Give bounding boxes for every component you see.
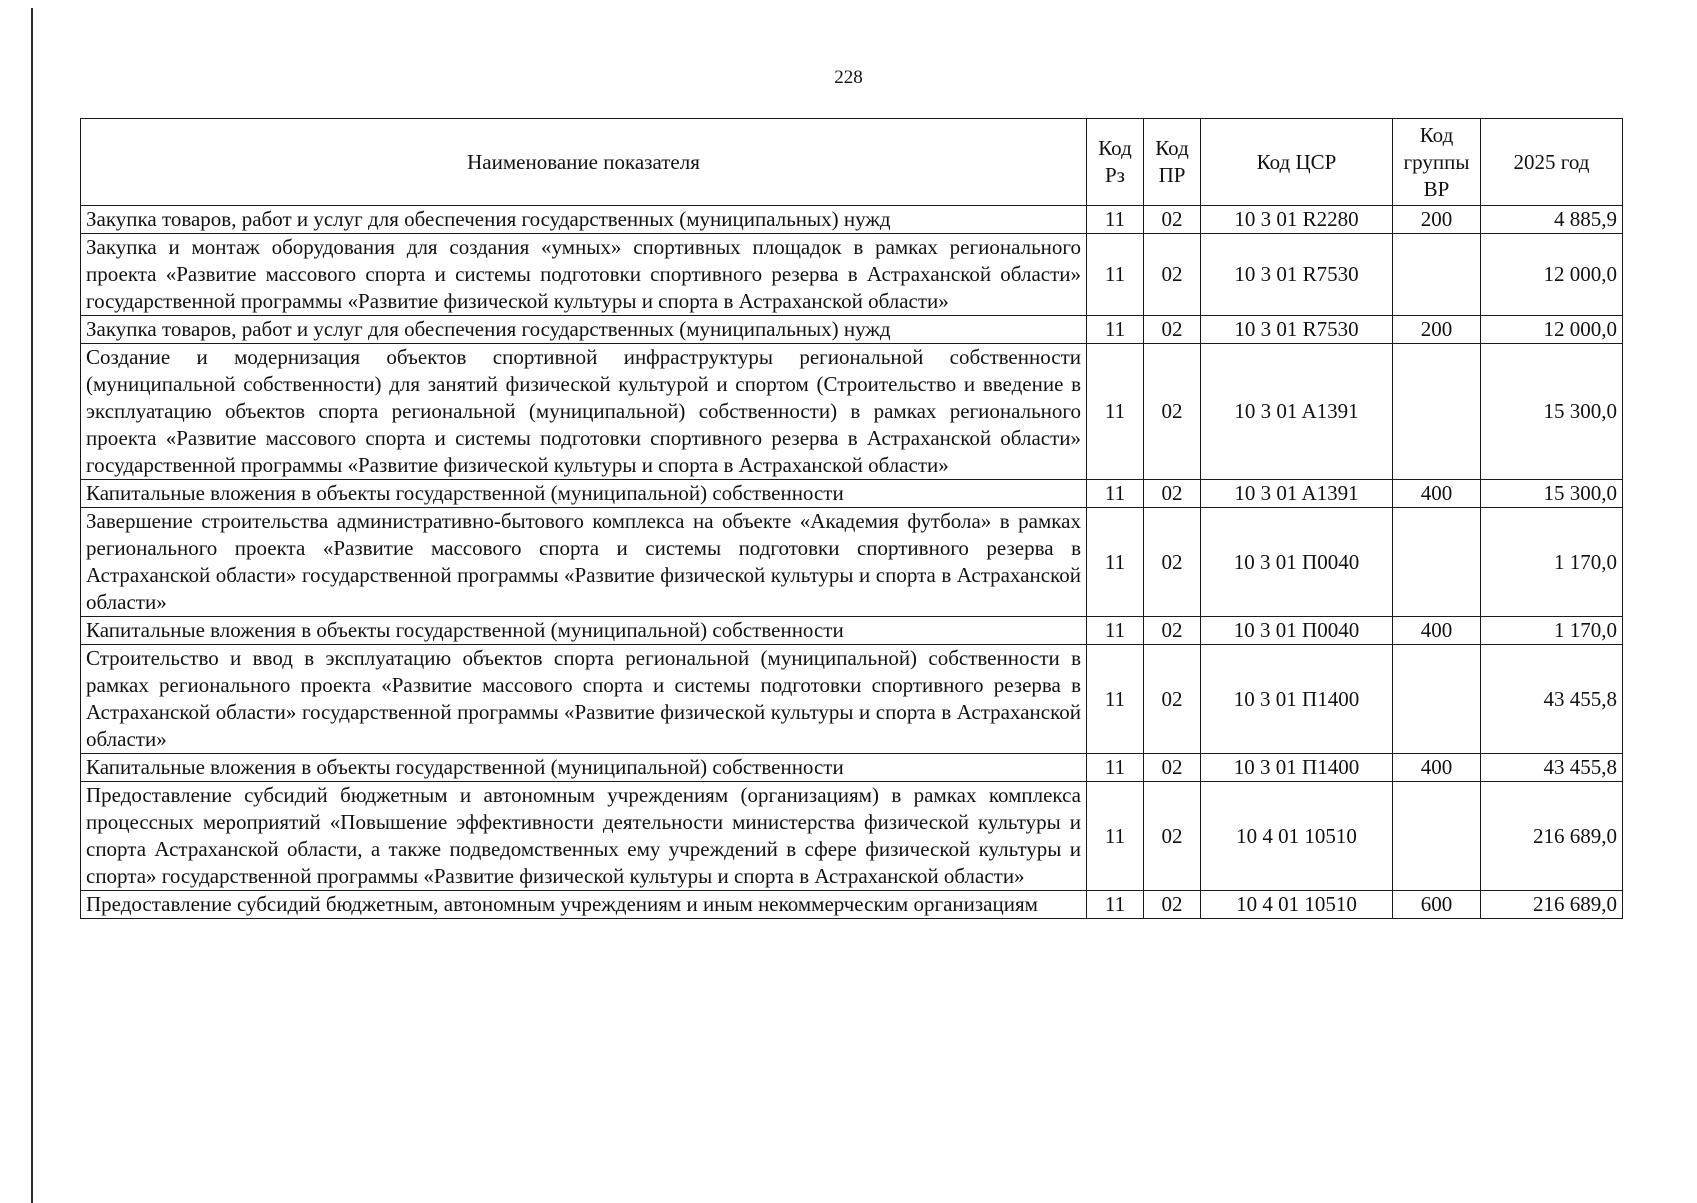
row-csr: 10 3 01 A1391	[1201, 344, 1393, 480]
row-vr	[1393, 782, 1481, 891]
row-rz: 11	[1087, 206, 1144, 234]
row-pr: 02	[1144, 891, 1201, 919]
row-vr: 400	[1393, 754, 1481, 782]
row-csr: 10 4 01 10510	[1201, 891, 1393, 919]
row-name: Закупка товаров, работ и услуг для обеспечения государственных (муниципальных) нужд	[81, 206, 1087, 234]
header-row	[81, 119, 1623, 206]
row-name: Закупка товаров, работ и услуг для обеспечения государственных (муниципальных) нужд	[81, 316, 1087, 344]
row-amount: 12 000,0	[1481, 316, 1623, 344]
row-vr: 200	[1393, 316, 1481, 344]
row-rz: 11	[1087, 754, 1144, 782]
row-name: Капитальные вложения в объекты государственной (муниципальной) собственности	[81, 754, 1087, 782]
row-amount: 1 170,0	[1481, 508, 1623, 617]
page-number: 228	[834, 67, 863, 88]
row-amount: 4 885,9	[1481, 206, 1623, 234]
row-vr	[1393, 234, 1481, 316]
row-rz: 11	[1087, 782, 1144, 891]
row-amount: 43 455,8	[1481, 645, 1623, 754]
page-edge-line	[31, 8, 33, 1203]
row-pr: 02	[1144, 206, 1201, 234]
table-row	[81, 645, 1623, 754]
row-csr: 10 3 01 П0040	[1201, 617, 1393, 645]
row-pr: 02	[1144, 234, 1201, 316]
row-name: Предоставление субсидий бюджетным и автономным учреждениям (организациям) в рамках комплекса процессных мероприятий «Повышение эффективности деятельности министерства физической культуры и спорта Астраханской области, а также подведомственных ему учреждений в сфере физической культуры и спорта» государственной программы «Развитие физической культуры и спорта в Астраханской области»	[81, 782, 1087, 891]
row-name: Предоставление субсидий бюджетным, автономным учреждениям и иным некоммерческим организациям	[81, 891, 1087, 919]
header-year: 2025 год	[1481, 119, 1623, 206]
row-rz: 11	[1087, 480, 1144, 508]
row-amount: 216 689,0	[1481, 891, 1623, 919]
table-row	[81, 891, 1623, 919]
row-rz: 11	[1087, 645, 1144, 754]
row-vr	[1393, 645, 1481, 754]
row-pr: 02	[1144, 754, 1201, 782]
table-row	[81, 344, 1623, 480]
row-amount: 15 300,0	[1481, 344, 1623, 480]
row-csr: 10 3 01 R7530	[1201, 316, 1393, 344]
table-row	[81, 754, 1623, 782]
row-rz: 11	[1087, 617, 1144, 645]
header-pr: Код ПР	[1144, 119, 1201, 206]
row-vr: 400	[1393, 480, 1481, 508]
row-csr: 10 3 01 П1400	[1201, 645, 1393, 754]
row-pr: 02	[1144, 344, 1201, 480]
row-amount: 1 170,0	[1481, 617, 1623, 645]
table-row	[81, 480, 1623, 508]
row-amount: 216 689,0	[1481, 782, 1623, 891]
row-pr: 02	[1144, 782, 1201, 891]
row-csr: 10 3 01 A1391	[1201, 480, 1393, 508]
row-name: Капитальные вложения в объекты государственной (муниципальной) собственности	[81, 480, 1087, 508]
header-csr: Код ЦСР	[1201, 119, 1393, 206]
row-csr: 10 3 01 R2280	[1201, 206, 1393, 234]
row-amount: 12 000,0	[1481, 234, 1623, 316]
row-pr: 02	[1144, 508, 1201, 617]
table-row	[81, 508, 1623, 617]
table-row	[81, 206, 1623, 234]
budget-table	[80, 118, 1623, 919]
row-csr: 10 3 01 П1400	[1201, 754, 1393, 782]
header-vr: Код группы ВР	[1393, 119, 1481, 206]
row-rz: 11	[1087, 234, 1144, 316]
table-row	[81, 234, 1623, 316]
row-rz: 11	[1087, 508, 1144, 617]
row-name: Создание и модернизация объектов спортивной инфраструктуры региональной собственности (муниципальной собственности) для занятий физической культурой и спортом (Строительство и введение в эксплуатацию объектов спорта региональной (муниципальной) собственности) в рамках регионального проекта «Развитие массового спорта и системы подготовки спортивного резерва в Астраханской области» государственной программы «Развитие физической культуры и спорта в Астраханской области»	[81, 344, 1087, 480]
row-csr: 10 3 01 R7530	[1201, 234, 1393, 316]
row-rz: 11	[1087, 344, 1144, 480]
row-pr: 02	[1144, 480, 1201, 508]
row-amount: 43 455,8	[1481, 754, 1623, 782]
row-rz: 11	[1087, 316, 1144, 344]
row-pr: 02	[1144, 645, 1201, 754]
row-name: Строительство и ввод в эксплуатацию объектов спорта региональной (муниципальной) собственности в рамках регионального проекта «Развитие массового спорта и системы подготовки спортивного резерва в Астраханской области» государственной программы «Развитие физической культуры и спорта в Астраханской области»	[81, 645, 1087, 754]
row-vr	[1393, 508, 1481, 617]
table-body	[81, 206, 1623, 919]
row-csr: 10 3 01 П0040	[1201, 508, 1393, 617]
row-vr: 200	[1393, 206, 1481, 234]
row-vr: 400	[1393, 617, 1481, 645]
row-amount: 15 300,0	[1481, 480, 1623, 508]
row-name: Закупка и монтаж оборудования для создания «умных» спортивных площадок в рамках регионального проекта «Развитие массового спорта и системы подготовки спортивного резерва в Астраханской области» государственной программы «Развитие физической культуры и спорта в Астраханской области»	[81, 234, 1087, 316]
row-name: Капитальные вложения в объекты государственной (муниципальной) собственности	[81, 617, 1087, 645]
row-vr: 600	[1393, 891, 1481, 919]
row-csr: 10 4 01 10510	[1201, 782, 1393, 891]
row-rz: 11	[1087, 891, 1144, 919]
row-name: Завершение строительства административно-бытового комплекса на объекте «Академия футбола» в рамках регионального проекта «Развитие массового спорта и системы подготовки спортивного резерва в Астраханской области» государственной программы «Развитие физической культуры и спорта в Астраханской области»	[81, 508, 1087, 617]
table-header	[81, 119, 1623, 206]
table-row	[81, 617, 1623, 645]
row-vr	[1393, 344, 1481, 480]
header-rz: Код Рз	[1087, 119, 1144, 206]
table-row	[81, 782, 1623, 891]
row-pr: 02	[1144, 617, 1201, 645]
row-pr: 02	[1144, 316, 1201, 344]
table-row	[81, 316, 1623, 344]
header-name: Наименование показателя	[81, 119, 1087, 206]
